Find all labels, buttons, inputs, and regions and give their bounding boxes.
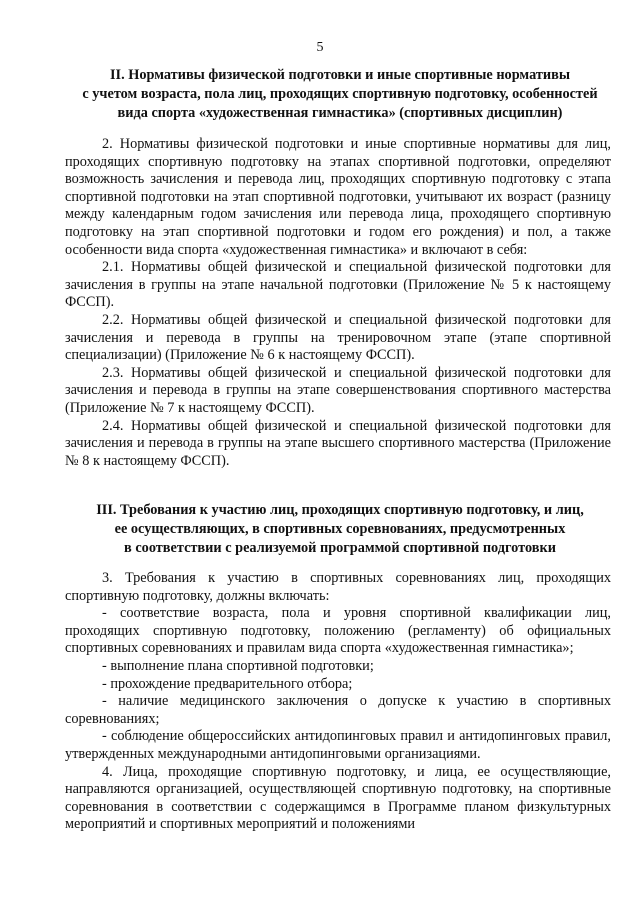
heading-line: с учетом возраста, пола лиц, проходящих спортивную подготовку, особенностей	[82, 86, 598, 102]
list-item: - прохождение предварительного отбора;	[102, 675, 353, 692]
paragraph-2-1: 2.1. Нормативы общей физической и специальной физической подготовки для зачисления в группы на этапе начальной подготовки (Приложение № 5 к настоящему ФССП).	[65, 259, 611, 311]
list-item: - выполнение плана спортивной подготовки;	[102, 657, 374, 674]
list-item: - наличие медицинского заключения о допуске к участию в спортивных соревнованиях;	[65, 693, 611, 727]
paragraph-4: 4. Лица, проходящие спортивную подготовку, и лица, ее осуществляющие, направляются организацией, осуществляющей спортивную подготовку, на спортивные соревнования в соответствии с содержащимся в Программе планом физкультурных мероприятий и спортивных мероприятий и положениями	[65, 763, 611, 833]
paragraph-3: 3. Требования к участию в спортивных соревнованиях лиц, проходящих спортивную подготовку, должны включать:	[65, 570, 611, 604]
heading-line: вида спорта «художественная гимнастика» (спортивных дисциплин)	[117, 105, 563, 121]
section-2-heading	[70, 66, 610, 123]
list-item: - соответствие возраста, пола и уровня спортивной квалификации лиц, проходящих спортивную подготовку, положению (регламенту) об официальных спортивных соревнованиях и правилам вида спорта «художественная гимнастика»;	[65, 605, 611, 657]
section-3-heading	[70, 501, 610, 558]
paragraph-2: 2. Нормативы физической подготовки и иные спортивные нормативы для лиц, проходящих спортивную подготовку на этапах спортивной подготовки, определяют возможность зачисления и перевода лиц, проходящих спортивную подготовку с этапа спортивной подготовки на этап спортивной подготовки, учитывают их возраст (разницу между календарным годом зачисления или перевода лица, проходящего спортивную подготовку на этап спортивной подготовки и годом его рождения) и пол, а также особенности вида спорта «художественная гимнастика» и включают в себя:	[65, 136, 611, 258]
heading-line: в соответствии с реализуемой программой спортивной подготовки	[124, 540, 556, 556]
paragraph-2-3: 2.3. Нормативы общей физической и специальной физической подготовки для зачисления и перевода в группы на этапе совершенствования спортивного мастерства (Приложение № 7 к настоящему ФССП).	[65, 364, 611, 416]
heading-line: II. Нормативы физической подготовки и иные спортивные нормативы	[109, 67, 570, 83]
section-3-body	[65, 570, 611, 834]
section-2-body	[65, 136, 611, 470]
heading-line: ее осуществляющих, в спортивных соревнованиях, предусмотренных	[114, 521, 566, 537]
page-number: 5	[316, 40, 324, 55]
heading-line: III. Требования к участию лиц, проходящих спортивную подготовку, и лиц,	[96, 502, 584, 518]
paragraph-2-2: 2.2. Нормативы общей физической и специальной физической подготовки для зачисления и перевода в группы на тренировочном этапе (этапе спортивной специализации) (Приложение № 6 к настоящему ФССП).	[65, 311, 611, 364]
paragraph-2-4: 2.4. Нормативы общей физической и специальной физической подготовки для зачисления и перевода в группы на этапе высшего спортивного мастерства (Приложение № 8 к настоящему ФССП).	[65, 417, 611, 469]
list-item: - соблюдение общероссийских антидопинговых правил и антидопинговых правил, утвержденных международными антидопинговыми организациями.	[65, 728, 611, 762]
